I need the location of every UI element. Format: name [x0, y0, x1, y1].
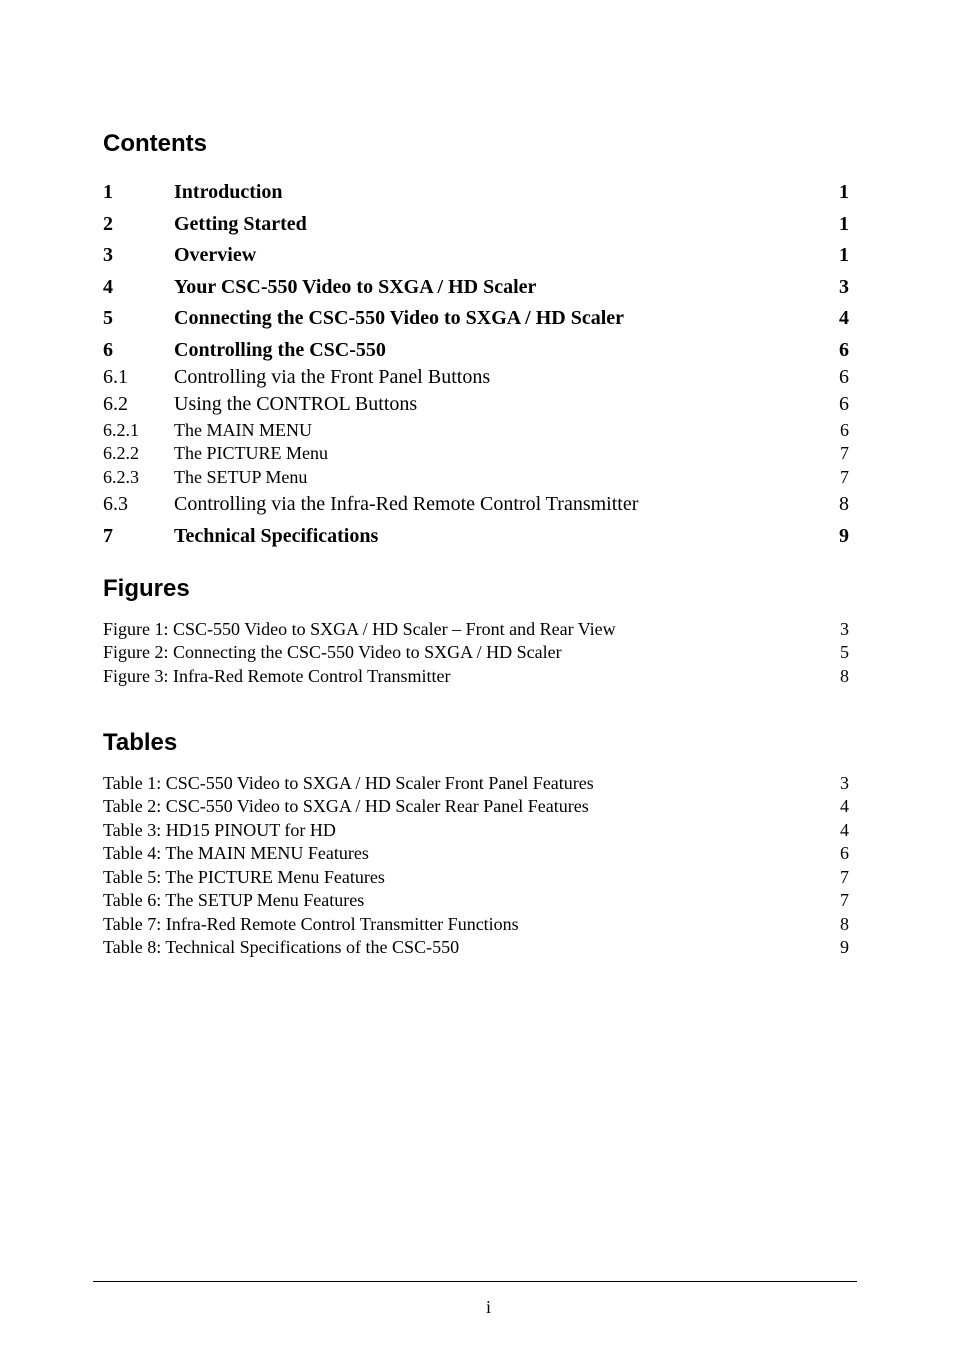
toc-entry-5[interactable] — [103, 306, 849, 332]
table-entry-page: 8 — [840, 914, 849, 934]
figure-entry-3[interactable] — [103, 665, 849, 691]
toc-entry-page: 4 — [839, 307, 849, 329]
toc-entry-number: 3 — [103, 244, 113, 266]
toc-entry-number: 7 — [103, 525, 113, 547]
toc-entry-number: 6.2.2 — [103, 443, 139, 463]
table-entry-2[interactable] — [103, 795, 849, 821]
table-entry-4[interactable] — [103, 842, 849, 868]
toc-entry-1[interactable] — [103, 180, 849, 206]
table-entry-page: 9 — [840, 937, 849, 957]
figure-entry-title: Figure 3: Infra-Red Remote Control Transmitter — [103, 666, 451, 686]
table-entry-title: Table 8: Technical Specifications of the CSC-550 — [103, 937, 460, 957]
toc-entry-page: 6 — [840, 420, 849, 440]
table-entry-title: Table 7: Infra-Red Remote Control Transmitter Functions — [103, 914, 519, 934]
toc-entry-title: Controlling via the Infra-Red Remote Control Transmitter — [174, 493, 639, 515]
toc-entry-number: 1 — [103, 181, 113, 203]
table-entry-title: Table 5: The PICTURE Menu Features — [103, 867, 385, 887]
table-entry-page: 4 — [840, 820, 849, 840]
footer-rule — [93, 1281, 857, 1282]
toc-entry-title: Connecting the CSC-550 Video to SXGA / HD Scaler — [174, 307, 624, 329]
toc-entry-number: 6.2 — [103, 393, 128, 415]
toc-entry-6-2[interactable] — [103, 392, 849, 418]
toc-entry-title: Getting Started — [174, 213, 307, 235]
toc-entry-title: Introduction — [174, 181, 283, 203]
toc-entry-page: 6 — [839, 366, 849, 388]
table-entry-title: Table 4: The MAIN MENU Features — [103, 843, 369, 863]
table-entry-6[interactable] — [103, 889, 849, 915]
toc-entry-page: 7 — [840, 443, 849, 463]
footer-page-number: i — [485, 1297, 491, 1317]
toc-entry-number: 5 — [103, 307, 113, 329]
table-entry-title: Table 2: CSC-550 Video to SXGA / HD Scaler Rear Panel Features — [103, 796, 589, 816]
toc-entry-2[interactable] — [103, 212, 849, 238]
toc-entry-title: Controlling via the Front Panel Buttons — [174, 366, 491, 388]
toc-entry-6-3[interactable] — [103, 492, 849, 518]
toc-entry-number: 4 — [103, 276, 113, 298]
figures-heading: Figures — [103, 575, 190, 602]
toc-entry-number: 6.2.3 — [103, 467, 139, 487]
toc-entry-page: 8 — [839, 493, 849, 515]
toc-entry-number: 6 — [103, 339, 113, 361]
toc-entry-4[interactable] — [103, 275, 849, 301]
figure-entry-title: Figure 2: Connecting the CSC-550 Video to SXGA / HD Scaler — [103, 642, 562, 662]
figure-entry-2[interactable] — [103, 641, 849, 667]
table-entry-title: Table 6: The SETUP Menu Features — [103, 890, 365, 910]
table-entry-page: 4 — [840, 796, 849, 816]
figure-entry-page: 3 — [840, 619, 849, 639]
toc-entry-title: The SETUP Menu — [174, 467, 308, 487]
toc-entry-6-2-3[interactable] — [103, 466, 849, 492]
toc-entry-3[interactable] — [103, 243, 849, 269]
table-entry-page: 3 — [840, 773, 849, 793]
figure-entry-page: 8 — [840, 666, 849, 686]
toc-entry-6[interactable] — [103, 338, 849, 364]
toc-entry-page: 7 — [840, 467, 849, 487]
toc-entry-title: The MAIN MENU — [174, 420, 312, 440]
toc-entry-title: Controlling the CSC-550 — [174, 339, 386, 361]
table-entry-title: Table 3: HD15 PINOUT for HD — [103, 820, 336, 840]
table-entry-page: 7 — [840, 867, 849, 887]
toc-entry-title: The PICTURE Menu — [174, 443, 328, 463]
toc-entry-page: 6 — [839, 393, 849, 415]
toc-entry-page: 6 — [839, 339, 849, 361]
table-entry-title: Table 1: CSC-550 Video to SXGA / HD Scaler Front Panel Features — [103, 773, 594, 793]
toc-entry-page: 9 — [839, 525, 849, 547]
toc-entry-number: 6.3 — [103, 493, 128, 515]
toc-entry-page: 1 — [839, 213, 849, 235]
contents-heading: Contents — [103, 130, 207, 157]
table-entry-page: 6 — [840, 843, 849, 863]
toc-entry-page: 1 — [839, 181, 849, 203]
toc-entry-number: 6.1 — [103, 366, 128, 388]
tables-heading: Tables — [103, 729, 178, 756]
toc-entry-number: 2 — [103, 213, 113, 235]
figure-entry-page: 5 — [840, 642, 849, 662]
toc-entry-title: Technical Specifications — [174, 525, 379, 547]
table-entry-page: 7 — [840, 890, 849, 910]
toc-entry-7[interactable] — [103, 524, 849, 550]
table-entry-8[interactable] — [103, 936, 849, 962]
toc-entry-title: Using the CONTROL Buttons — [174, 393, 418, 415]
toc-entry-6-2-2[interactable] — [103, 442, 849, 468]
toc-entry-title: Your CSC-550 Video to SXGA / HD Scaler — [174, 276, 537, 298]
toc-entry-title: Overview — [174, 244, 257, 266]
figure-entry-title: Figure 1: CSC-550 Video to SXGA / HD Scaler – Front and Rear View — [103, 619, 616, 639]
toc-entry-6-1[interactable] — [103, 365, 849, 391]
toc-entry-page: 1 — [839, 244, 849, 266]
toc-entry-page: 3 — [839, 276, 849, 298]
toc-entry-number: 6.2.1 — [103, 420, 139, 440]
